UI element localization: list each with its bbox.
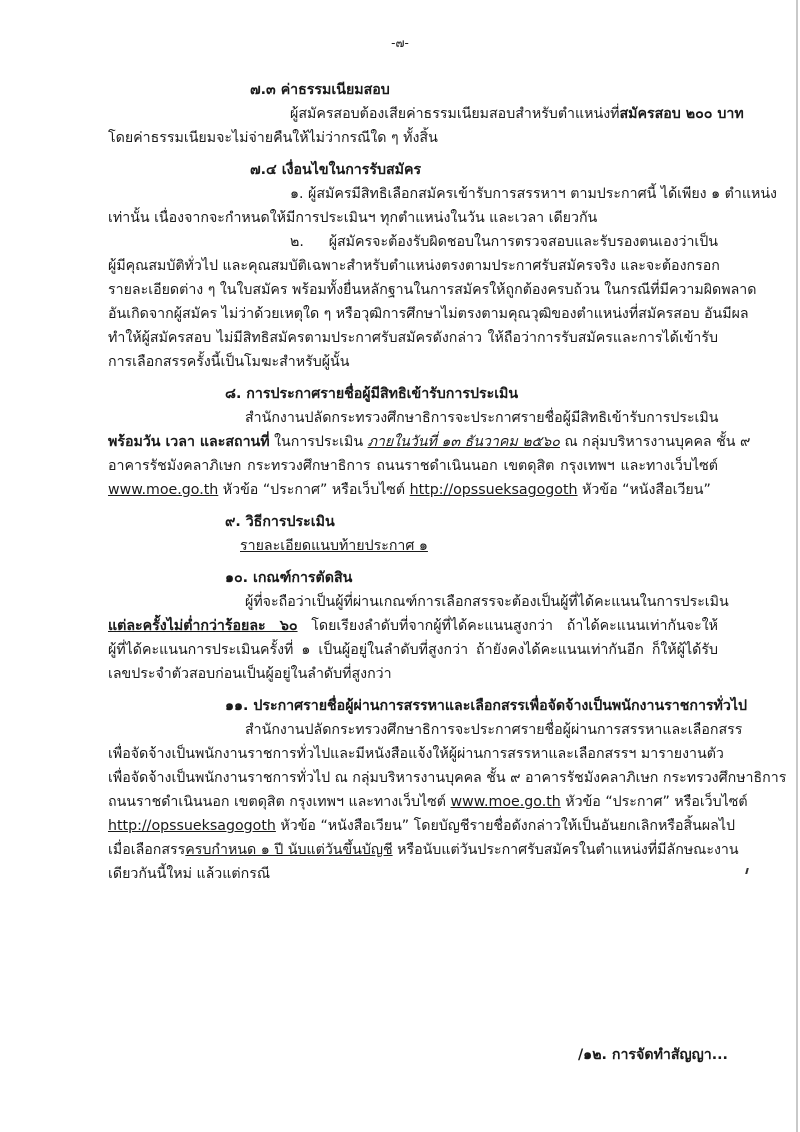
text-segment: ในการประเมิน [269, 434, 368, 450]
text-segment: ๑. ผู้สมัครมีสิทธิเลือกสมัครเข้ารับการสรรหาฯ ตามประกาศนี้ ได้เพียง ๑ ตำแหน่ง [290, 186, 777, 202]
text-line [108, 662, 718, 686]
text-segment: อาคารรัชมังคลาภิเษก กระทรวงศึกษาธิการ ถนนราชดำเนินนอก เขตดุสิต กรุงเทพฯ และทางเว็บไซต์ [108, 458, 718, 474]
text-line [108, 590, 729, 614]
text-segment: รายละเอียดแนบท้ายประกาศ ๑ [240, 538, 428, 554]
text-segment: ๘. การประกาศรายชื่อผู้มีสิทธิเข้ารับการประเมิน [225, 386, 519, 402]
text-line [108, 326, 718, 350]
section-heading [108, 382, 718, 406]
text-segment: ๙. วิธีการประเมิน [225, 514, 335, 530]
url-text: http://opssueksagogoth [409, 482, 578, 498]
text-segment: การเลือกสรรครั้งนี้เป็นโมฆะสำหรับผู้นั้น [108, 354, 350, 370]
text-segment: อันเกิดจากผู้สมัคร ไม่ว่าด้วยเหตุใด ๆ หรือวุฒิการศึกษาไม่ตรงตามคุณวุฒิของตำแหน่งที่สมัครสอบ อันมีผล [108, 306, 749, 322]
text-segment: ณ กลุ่มบริหารงานบุคคล ชั้น ๙ [559, 434, 751, 450]
text-segment: ผู้สมัครสอบต้องเสียค่าธรรมเนียมสอบสำหรับตำแหน่งที่ [290, 106, 620, 122]
text-line [108, 302, 749, 326]
text-line [108, 126, 718, 150]
text-line [108, 182, 777, 206]
text-segment: หรือนับแต่วันประกาศรับสมัครในตำแหน่งที่มีลักษณะงาน [392, 842, 739, 858]
text-line [108, 742, 724, 766]
text-segment: ผู้ที่จะถือว่าเป็นผู้ที่ผ่านเกณฑ์การเลือกสรรจะต้องเป็นผู้ที่ได้คะแนนในการประเมิน [245, 594, 729, 610]
text-segment: เลขประจำตัวสอบก่อนเป็นผู้อยู่ในลำดับที่สูงกว่า [108, 666, 392, 682]
text-line [108, 534, 718, 558]
emphasized-text: สมัครสอบ ๒๐๐ บาท [619, 106, 744, 122]
text-segment: เมื่อเลือกสรร [108, 842, 186, 858]
document-body [108, 78, 787, 886]
text-segment: ๗.๓ ค่าธรรมเนียมสอบ [250, 82, 390, 98]
text-segment: เดียวกันนี้ใหม่ แล้วแต่กรณี [108, 866, 271, 882]
text-line [108, 206, 718, 230]
text-segment: รายละเอียดต่าง ๆ ในใบสมัคร พร้อมทั้งยื่นหลักฐานในการสมัครให้ถูกต้องครบถ้วน ในกรณีที่มีความผิดพลาด [108, 282, 757, 298]
url-text: www.moe.go.th [450, 794, 561, 810]
page-number: -๗- [391, 36, 409, 50]
section-heading [108, 694, 747, 718]
text-line [108, 718, 743, 742]
text-line [108, 862, 718, 886]
url-text: http://opssueksagogoth [108, 818, 276, 834]
emphasized-text: พร้อมวัน เวลา และสถานที่ [108, 434, 270, 450]
text-line [108, 430, 751, 454]
text-line [108, 254, 718, 278]
text-line [108, 814, 736, 838]
page-edge [796, 0, 798, 1132]
text-segment: หัวข้อ “ประกาศ” หรือเว็บไซต์ [560, 794, 748, 810]
url-text: www.moe.go.th [108, 482, 219, 498]
text-segment: สำนักงานปลัดกระทรวงศึกษาธิการจะประกาศรายชื่อผู้มีสิทธิเข้ารับการประเมิน [245, 410, 719, 426]
text-segment: ทำให้ผู้สมัครสอบ ไม่มีสิทธิสมัครตามประกาศรับสมัครดังกล่าว ให้ถือว่าการรับสมัครและการได้เข้ารับ [108, 330, 718, 346]
text-segment: ภายในวันที่ ๑๓ ธันวาคม ๒๕๖๐ [367, 434, 560, 450]
text-line [108, 278, 757, 302]
text-segment: ๗.๔ เงื่อนไขในการรับสมัคร [250, 162, 422, 178]
text-segment: เพื่อจัดจ้างเป็นพนักงานราชการทั่วไป ณ กลุ่มบริหารงานบุคคล ชั้น ๙ อาคารรัชมังคลาภิเษก กระทรวงศึกษาธิการ [108, 770, 787, 786]
text-line [108, 102, 744, 126]
text-line [108, 614, 718, 638]
text-line [108, 638, 718, 662]
text-segment: ครบกำหนด ๑ ปี นับแต่วันขึ้นบัญชี [185, 842, 393, 858]
scan-speck [745, 868, 749, 874]
text-segment: สำนักงานปลัดกระทรวงศึกษาธิการจะประกาศรายชื่อผู้ผ่านการสรรหาและเลือกสรร [245, 722, 743, 738]
text-line [108, 406, 718, 430]
text-segment: ๑๑. ประกาศรายชื่อผู้ผ่านการสรรหาและเลือกสรรเพื่อจัดจ้างเป็นพนักงานราชการทั่วไป [225, 698, 747, 714]
text-line [108, 766, 787, 790]
text-line [108, 478, 718, 502]
section-heading [108, 566, 718, 590]
text-segment: โดยเรียงลำดับที่จากผู้ที่ได้คะแนนสูงกว่า ถ้าได้คะแนนเท่ากันจะให้ [297, 618, 719, 634]
text-segment: เท่านั้น เนื่องจากจะกำหนดให้มีการประเมินฯ ทุกตำแหน่งในวัน และเวลา เดียวกัน [108, 210, 598, 226]
text-line [108, 350, 718, 374]
text-segment: ผู้ที่ได้คะแนนการประเมินครั้งที่ ๑ เป็นผู้อยู่ในลำดับที่สูงกว่า ถ้ายังคงได้คะแนนเท่ากันอีก ก็ให้ผู้ได้รับ [108, 642, 718, 658]
section-heading [108, 510, 718, 534]
text-line [108, 454, 718, 478]
section-heading [108, 78, 718, 102]
text-line [108, 838, 739, 862]
text-segment: หัวข้อ “หนังสือเวียน” [577, 482, 711, 498]
text-segment: หัวข้อ “หนังสือเวียน” โดยบัญชีรายชื่อดังกล่าวให้เป็นอันยกเลิกหรือสิ้นผลไป [275, 818, 736, 834]
text-line [108, 230, 718, 254]
text-segment: ๑๐. เกณฑ์การตัดสิน [225, 570, 353, 586]
text-line [108, 790, 748, 814]
section-heading [108, 158, 718, 182]
emphasized-text: แต่ละครั้งไม่ต่ำกว่าร้อยละ ๖๐ [108, 618, 298, 634]
text-segment: เพื่อจัดจ้างเป็นพนักงานราชการทั่วไปและมีหนังสือแจ้งให้ผู้ผ่านการสรรหาและเลือกสรรฯ มารายงานตัว [108, 746, 724, 762]
next-page-continuation: /๑๒. การจัดทำสัญญา... [578, 1047, 728, 1063]
text-segment: ถนนราชดำเนินนอก เขตดุสิต กรุงเทพฯ และทางเว็บไซต์ [108, 794, 451, 810]
text-segment: โดยค่าธรรมเนียมจะไม่จ่ายคืนให้ไม่ว่ากรณีใด ๆ ทั้งสิ้น [108, 130, 438, 146]
text-segment: หัวข้อ “ประกาศ” หรือเว็บไซต์ [218, 482, 410, 498]
text-segment: ๒. ผู้สมัครจะต้องรับผิดชอบในการตรวจสอบและรับรองตนเองว่าเป็น [290, 234, 718, 250]
text-segment: ผู้มีคุณสมบัติทั่วไป และคุณสมบัติเฉพาะสำหรับตำแหน่งตรงตามประกาศรับสมัครจริง และจะต้องกรอก [108, 258, 720, 274]
